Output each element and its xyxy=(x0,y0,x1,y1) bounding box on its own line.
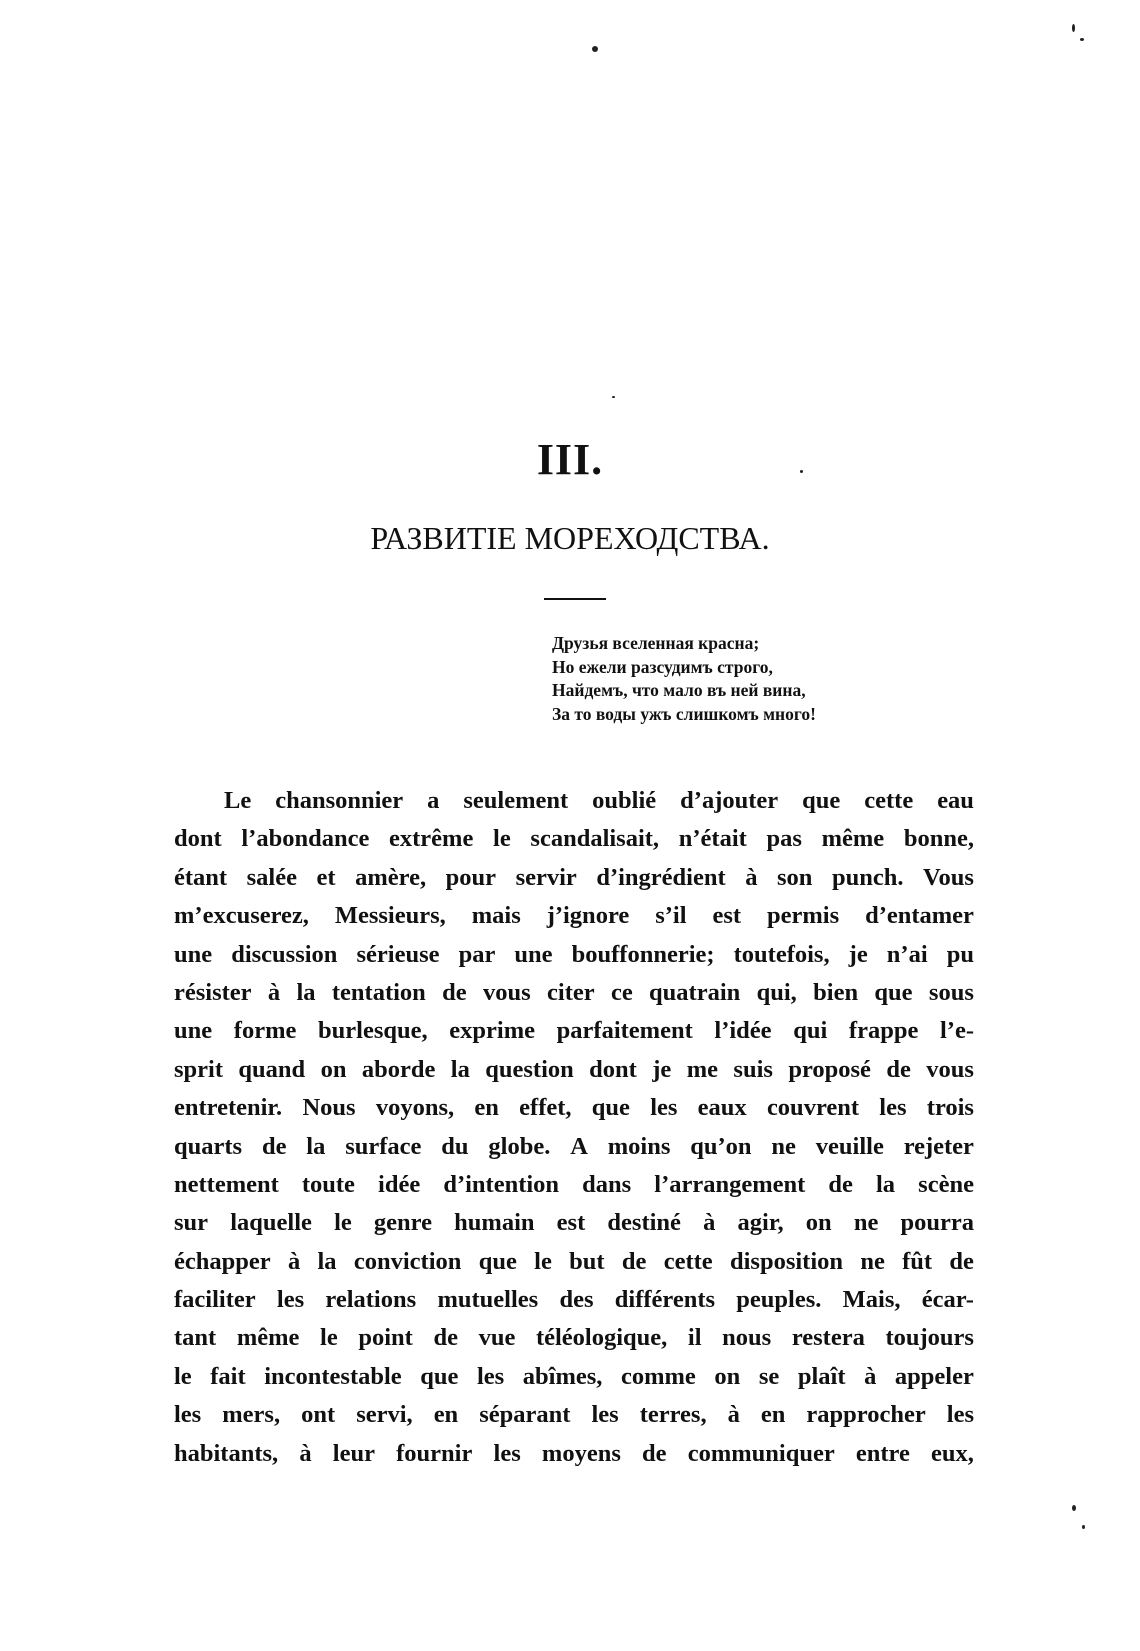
word: on xyxy=(320,1055,347,1083)
word: dont xyxy=(174,825,222,853)
word: servir xyxy=(515,863,577,891)
word: tentation xyxy=(331,978,426,1006)
word: a xyxy=(427,787,440,814)
word: fait xyxy=(210,1362,246,1390)
word: je xyxy=(848,940,868,968)
text-line xyxy=(174,1089,974,1127)
body-paragraph xyxy=(174,782,974,1473)
word: toujours xyxy=(885,1324,974,1352)
word: genre xyxy=(373,1209,432,1237)
word: est xyxy=(712,902,742,930)
text-line xyxy=(174,1319,974,1357)
word: ont xyxy=(301,1401,336,1429)
word: son xyxy=(776,863,813,891)
word: Nous xyxy=(302,1094,356,1122)
word: échapper xyxy=(174,1247,271,1275)
word: la xyxy=(317,1247,337,1275)
word: je xyxy=(652,1055,672,1083)
word: même xyxy=(236,1324,300,1352)
word: toute xyxy=(301,1170,355,1198)
word: A xyxy=(570,1132,588,1160)
word: ce xyxy=(610,978,633,1006)
word: séparant xyxy=(479,1401,571,1429)
word: d’ingrédient xyxy=(596,863,726,891)
word: point xyxy=(358,1324,413,1352)
word: humain xyxy=(454,1209,535,1237)
word: Le xyxy=(224,787,252,814)
word: globe. xyxy=(488,1132,551,1160)
word: les xyxy=(946,1401,974,1429)
word: eaux xyxy=(697,1094,747,1122)
word: à xyxy=(267,978,281,1006)
scan-speck xyxy=(612,396,615,398)
text-line xyxy=(174,820,974,858)
word: destiné xyxy=(607,1209,681,1237)
scan-speck xyxy=(1072,24,1075,32)
word: de xyxy=(433,1324,458,1352)
word: l’e- xyxy=(940,1017,974,1045)
word: eux, xyxy=(931,1439,974,1467)
word: on xyxy=(805,1209,832,1237)
word: n’était xyxy=(678,825,747,853)
word: amère, xyxy=(355,863,427,891)
word: pu xyxy=(946,940,974,968)
word: effet, xyxy=(519,1094,572,1122)
word: à xyxy=(864,1362,877,1390)
word: moyens xyxy=(541,1439,621,1467)
word: rapprocher xyxy=(806,1401,926,1429)
word: différents xyxy=(614,1286,716,1314)
word: proposé xyxy=(788,1055,871,1083)
word: d’intention xyxy=(443,1170,560,1198)
text-line xyxy=(174,936,974,974)
word: dont xyxy=(589,1055,637,1083)
word: à xyxy=(727,1401,740,1429)
text-line xyxy=(174,974,974,1012)
text-line xyxy=(174,1396,974,1434)
word: les xyxy=(174,1401,202,1429)
word: le xyxy=(493,825,511,853)
word: s’il xyxy=(655,902,687,930)
word: ne xyxy=(860,1247,885,1275)
word: le xyxy=(534,1247,552,1275)
epigraph-line: Найдемъ, что мало въ ней вина, xyxy=(552,680,806,700)
epigraph-line: Друзья вселенная красна; xyxy=(552,633,760,653)
word: aborde xyxy=(361,1055,436,1083)
word: entretenir. xyxy=(174,1094,283,1122)
word: que xyxy=(420,1362,459,1390)
word: toutefois, xyxy=(733,940,830,968)
word: agir, xyxy=(737,1209,784,1237)
word: des xyxy=(559,1286,594,1314)
word: salée xyxy=(246,863,297,891)
word: le xyxy=(334,1209,352,1237)
word: burlesque, xyxy=(318,1017,428,1045)
word: voyons, xyxy=(375,1094,455,1122)
word: permis xyxy=(767,902,840,930)
word: la xyxy=(450,1055,470,1083)
word: forme xyxy=(233,1017,297,1045)
word: frappe xyxy=(848,1017,919,1045)
scan-speck xyxy=(1082,1525,1085,1529)
word: plaît xyxy=(797,1362,846,1390)
word: écar- xyxy=(921,1286,974,1314)
word: scène xyxy=(918,1170,974,1198)
word: terres, xyxy=(639,1401,707,1429)
word: quarts xyxy=(174,1132,243,1160)
word: la xyxy=(296,978,316,1006)
word: disposition xyxy=(729,1247,844,1275)
word: servi, xyxy=(356,1401,413,1429)
word: entre xyxy=(855,1439,910,1467)
word: sous xyxy=(928,978,974,1006)
word: exprime xyxy=(449,1017,535,1045)
word: résister xyxy=(174,978,252,1006)
word: les xyxy=(879,1094,907,1122)
word: une xyxy=(514,940,553,968)
word: idée xyxy=(378,1170,421,1198)
epigraph-line: Но ежели разсудимъ строго, xyxy=(552,656,773,677)
word: extrême xyxy=(389,825,474,853)
word: parfaitement xyxy=(556,1017,693,1045)
word: but xyxy=(569,1247,605,1275)
word: vous xyxy=(926,1055,974,1083)
text-line xyxy=(174,1435,974,1473)
word: de xyxy=(828,1170,853,1198)
word: que xyxy=(874,978,913,1006)
word: ne xyxy=(771,1132,796,1160)
word: nous xyxy=(722,1324,772,1352)
word: de xyxy=(621,1247,647,1275)
word: Messieurs, xyxy=(334,902,446,930)
word: mutuelles xyxy=(437,1286,539,1314)
word: couvrent xyxy=(766,1094,860,1122)
word: habitants, xyxy=(174,1439,279,1467)
word: rejeter xyxy=(903,1132,974,1160)
word: la xyxy=(306,1132,326,1160)
word: nettement xyxy=(174,1170,279,1198)
text-line xyxy=(174,1128,974,1166)
word: mers, xyxy=(222,1401,281,1429)
word: citer xyxy=(547,978,595,1006)
word: restera xyxy=(791,1324,865,1352)
word: bien xyxy=(813,978,859,1006)
word: trois xyxy=(926,1094,974,1122)
word: pourra xyxy=(900,1209,974,1237)
word: de xyxy=(442,978,467,1006)
word: sprit xyxy=(174,1055,223,1083)
word: oublié xyxy=(592,787,657,814)
word: discussion xyxy=(231,940,338,968)
word: cette xyxy=(663,1247,713,1275)
epigraph xyxy=(552,632,952,726)
word: laquelle xyxy=(230,1209,312,1237)
word: qu’on xyxy=(690,1132,752,1160)
word: appeler xyxy=(894,1362,974,1390)
word: quatrain xyxy=(649,978,741,1006)
word: les xyxy=(276,1286,305,1314)
word: de xyxy=(886,1055,911,1083)
word: étant xyxy=(174,863,228,891)
word: vous xyxy=(483,978,531,1006)
word: bouffonnerie; xyxy=(571,940,715,968)
word: fût xyxy=(902,1247,933,1275)
word: que xyxy=(591,1094,630,1122)
word: communiquer xyxy=(687,1439,835,1467)
text-line xyxy=(174,1204,974,1242)
word: l’idée xyxy=(714,1017,772,1045)
epigraph-line: За то воды ужъ слишкомъ много! xyxy=(552,703,816,724)
title-rule xyxy=(544,598,606,600)
word: chansonnier xyxy=(275,787,404,814)
word: par xyxy=(458,940,496,968)
word: comme xyxy=(620,1362,696,1390)
word: surface xyxy=(345,1132,422,1160)
word: qui xyxy=(793,1017,828,1045)
word: à xyxy=(703,1209,716,1237)
word: en xyxy=(433,1401,459,1429)
word: seulement xyxy=(463,787,569,814)
word: les xyxy=(493,1439,521,1467)
word: à xyxy=(745,863,758,891)
word: de xyxy=(949,1247,974,1275)
word: fournir xyxy=(396,1439,473,1467)
word: sur xyxy=(174,1209,209,1237)
word: scandalisait, xyxy=(530,825,660,853)
word: suis xyxy=(733,1055,773,1083)
text-line xyxy=(174,782,974,820)
word: bonne, xyxy=(903,825,974,853)
word: incontestable xyxy=(264,1362,402,1390)
word: l’abondance xyxy=(241,825,370,853)
word: les xyxy=(476,1362,505,1390)
word: une xyxy=(174,940,213,968)
word: vue xyxy=(478,1324,516,1352)
text-line xyxy=(174,1243,974,1281)
text-line xyxy=(174,1012,974,1050)
word: une xyxy=(174,1017,213,1045)
word: me xyxy=(686,1055,718,1083)
text-line xyxy=(174,1051,974,1089)
word: abîmes, xyxy=(522,1362,603,1390)
word: la xyxy=(876,1170,896,1198)
word: de xyxy=(642,1439,667,1467)
word: sérieuse xyxy=(356,940,440,968)
word: est xyxy=(556,1209,586,1237)
word: le xyxy=(174,1362,192,1390)
word: d’ajouter xyxy=(680,787,779,814)
word: faciliter xyxy=(174,1286,256,1314)
word: l’arrangement xyxy=(654,1170,806,1198)
word: que xyxy=(802,787,841,814)
word: conviction xyxy=(353,1247,462,1275)
word: téléologique, xyxy=(535,1324,668,1352)
word: leur xyxy=(332,1439,375,1467)
word: le xyxy=(320,1324,338,1352)
chapter-title: РАЗВИТІЕ МОРЕХОДСТВА. xyxy=(370,520,770,556)
word: se xyxy=(758,1362,780,1390)
word: quand xyxy=(238,1055,306,1083)
word: tant xyxy=(174,1324,217,1352)
word: et xyxy=(316,863,336,891)
scan-speck xyxy=(1080,38,1084,41)
word: en xyxy=(474,1094,499,1122)
scan-speck xyxy=(592,46,598,52)
word: pas xyxy=(766,825,802,853)
word: eau xyxy=(937,787,974,814)
text-line xyxy=(174,1166,974,1204)
word: d’entamer xyxy=(865,902,974,930)
text-line xyxy=(174,897,974,935)
word: cette xyxy=(864,787,914,814)
text-line xyxy=(174,859,974,897)
word: peuples. xyxy=(736,1286,822,1314)
word: il xyxy=(687,1324,702,1352)
word: qui, xyxy=(756,978,797,1006)
word: que xyxy=(478,1247,517,1275)
word: en xyxy=(760,1401,786,1429)
word: n’ai xyxy=(886,940,928,968)
word: j’ignore xyxy=(546,902,630,930)
word: mais xyxy=(471,902,521,930)
word: punch. xyxy=(831,863,904,891)
word: dans xyxy=(582,1170,632,1198)
word: Vous xyxy=(923,863,974,891)
word: question xyxy=(485,1055,574,1083)
word: les xyxy=(650,1094,678,1122)
word: Mais, xyxy=(842,1286,901,1314)
word: on xyxy=(714,1362,741,1390)
word: même xyxy=(821,825,885,853)
word: pour xyxy=(445,863,497,891)
word: à xyxy=(299,1439,312,1467)
word: m’excuserez, xyxy=(174,902,309,930)
word: à xyxy=(287,1247,301,1275)
word: ne xyxy=(853,1209,879,1237)
text-line xyxy=(174,1358,974,1396)
word: du xyxy=(441,1132,469,1160)
text-line xyxy=(174,1281,974,1319)
word: moins xyxy=(607,1132,671,1160)
chapter-number: III. xyxy=(536,435,604,484)
word: veuille xyxy=(815,1132,884,1160)
word: de xyxy=(261,1132,287,1160)
word: les xyxy=(591,1401,619,1429)
scan-speck xyxy=(1072,1505,1076,1511)
word: relations xyxy=(325,1286,417,1314)
